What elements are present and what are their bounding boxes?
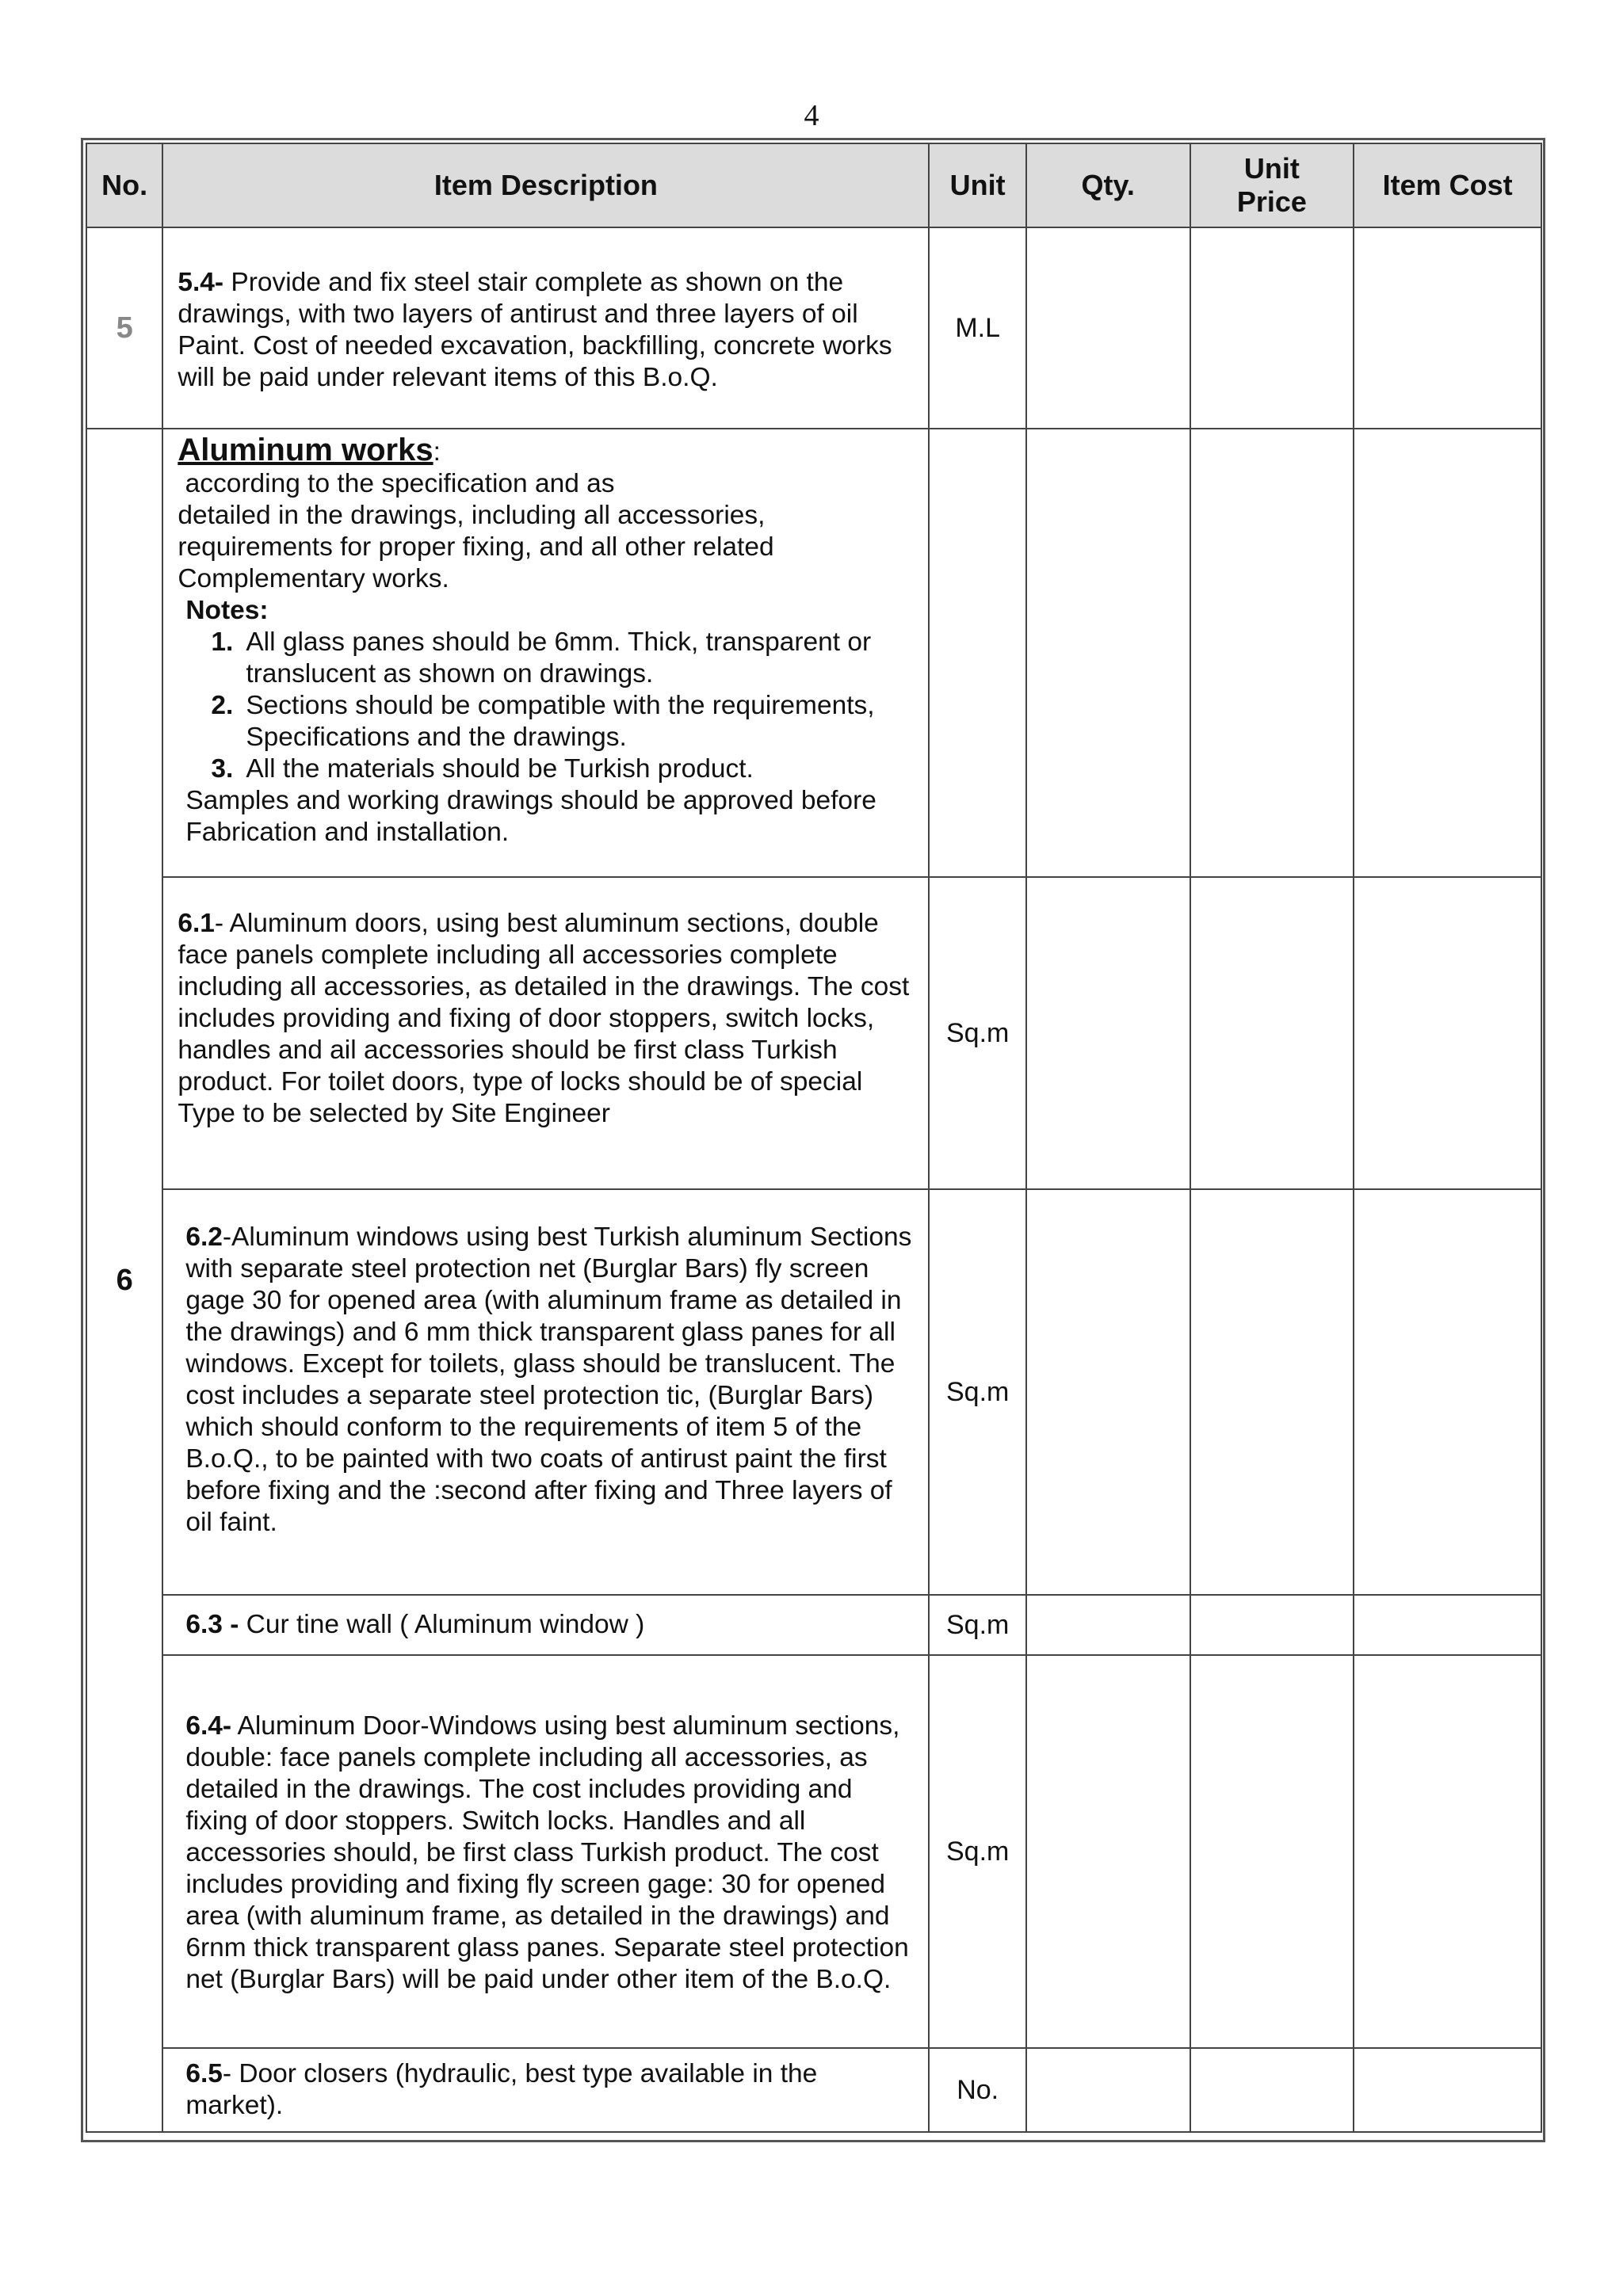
item-description — [162, 429, 929, 877]
header-unit-price-line1: Unit — [1243, 152, 1300, 185]
item-code: 6.4- — [185, 1711, 232, 1741]
item-number: 6 — [86, 429, 162, 2132]
page-number: 4 — [804, 99, 819, 132]
item-unit: Sq.m — [929, 877, 1025, 1189]
table-row — [86, 877, 1541, 1189]
header-item-cost: Item Cost — [1354, 143, 1541, 227]
qty-cell — [1026, 1595, 1190, 1655]
item-cost-cell — [1354, 227, 1541, 429]
item-cost-cell — [1354, 1189, 1541, 1595]
item-cost-cell — [1354, 2048, 1541, 2132]
table-row — [86, 1189, 1541, 1595]
unit-cell — [929, 429, 1025, 877]
item-unit: No. — [929, 2048, 1025, 2132]
note-item — [178, 753, 917, 785]
item-description — [162, 227, 929, 429]
qty-cell — [1026, 1189, 1190, 1595]
qty-cell — [1026, 2048, 1190, 2132]
section-heading-colon: : — [433, 437, 441, 467]
item-code: 6.2 — [185, 1222, 223, 1252]
note-number: 3. — [211, 754, 234, 784]
unit-price-cell — [1190, 877, 1354, 1189]
section-intro-line1: according to the specification and as — [178, 469, 615, 498]
item-cost-cell — [1354, 429, 1541, 877]
item-code: 6.1 — [178, 909, 215, 938]
note-item — [178, 627, 917, 690]
table-row — [86, 1595, 1541, 1655]
unit-price-cell — [1190, 1595, 1354, 1655]
item-description — [162, 877, 929, 1189]
table-row — [86, 1655, 1541, 2048]
qty-cell — [1026, 877, 1190, 1189]
item-description — [162, 1655, 929, 2048]
unit-price-cell — [1190, 1189, 1354, 1595]
item-cost-cell — [1354, 877, 1541, 1189]
item-description — [162, 2048, 929, 2132]
header-unit: Unit — [929, 143, 1025, 227]
item-text: -Aluminum windows using best Turkish aluminum Sections with separate steel protection net (Burglar Bars) fly screen gage 30 for opened area (with aluminum frame as detailed in the drawings) and 6 mm thick transparent glass panes for all windows. Except for toilets, glass should be translucent. The cost includes a separate steel protection tic, (Burglar Bars) which should conform to the requirements of item 5 of the B.o.Q., to be painted with two coats of antirust paint the first before fixing and the :second after fixing and Three layers of oil faint. — [185, 1222, 912, 1537]
table-row — [86, 227, 1541, 429]
item-description — [162, 1189, 929, 1595]
section-tail-note: Samples and working drawings should be approved before Fabrication and installation. — [185, 786, 876, 847]
notes-title: Notes: — [185, 596, 269, 625]
item-cost-cell — [1354, 1655, 1541, 2048]
item-text: - Door closers (hydraulic, best type available in the market). — [185, 2059, 818, 2120]
item-text: Aluminum Door-Windows using best aluminum sections, double: face panels complete including all accessories, as detailed in the drawings. The cost includes providing and fixing of door stoppers. Switch locks. Handles and all accessories should, be first class Turkish product. The cost includes providing and fixing fly screen gage: 30 for opened area (with aluminum frame, as detailed in the drawings) and 6rnm thick transparent glass panes. Separate steel protection net (Burglar Bars) will be paid under other item of the B.o.Q. — [185, 1711, 909, 1994]
header-unit-price-line2: Price — [1236, 185, 1307, 218]
note-item — [178, 690, 917, 753]
header-item-description: Item Description — [162, 143, 929, 227]
item-text: Cur tine wall ( Aluminum window ) — [239, 1610, 645, 1639]
item-code: 6.3 - — [185, 1610, 239, 1639]
item-cost-cell — [1354, 1595, 1541, 1655]
unit-price-cell — [1190, 429, 1354, 877]
table-row — [86, 2048, 1541, 2132]
header-qty: Qty. — [1026, 143, 1190, 227]
note-text: All the materials should be Turkish product. — [246, 754, 754, 784]
note-text: Sections should be compatible with the requirements, Specifications and the drawings. — [246, 691, 875, 752]
note-text: All glass panes should be 6mm. Thick, transparent or translucent as shown on drawings. — [246, 627, 872, 688]
item-unit: Sq.m — [929, 1189, 1025, 1595]
item-text: Provide and fix steel stair complete as shown on the drawings, with two layers of antirust and three layers of oil Paint. Cost of needed excavation, backfilling, concrete works will be paid under relevant items of this B.o.Q. — [178, 268, 892, 392]
boq-table — [86, 143, 1542, 2133]
qty-cell — [1026, 429, 1190, 877]
section-heading: Aluminum works — [178, 433, 433, 467]
table-row — [86, 429, 1541, 877]
section-intro: detailed in the drawings, including all accessories, requirements for proper fixing, and all other related Complementary works. — [178, 501, 774, 593]
item-number: 5 — [86, 227, 162, 429]
item-description — [162, 1595, 929, 1655]
item-unit: Sq.m — [929, 1655, 1025, 2048]
note-number: 2. — [211, 691, 234, 720]
item-text: - Aluminum doors, using best aluminum sections, double face panels complete including all accessories complete including all accessories, as detailed in the drawings. The cost includes providing and fixing of door stoppers, switch locks, handles and ail accessories should be first class Turkish product. For toilet doors, type of locks should be of special Type to be selected by Site Engineer — [178, 909, 910, 1128]
item-code: 5.4- — [178, 268, 224, 297]
qty-cell — [1026, 1655, 1190, 2048]
header-no: No. — [86, 143, 162, 227]
item-unit: M.L — [929, 227, 1025, 429]
header-unit-price — [1190, 143, 1354, 227]
qty-cell — [1026, 227, 1190, 429]
item-code: 6.5 — [185, 2059, 223, 2088]
unit-price-cell — [1190, 1655, 1354, 2048]
item-unit: Sq.m — [929, 1595, 1025, 1655]
unit-price-cell — [1190, 227, 1354, 429]
unit-price-cell — [1190, 2048, 1354, 2132]
table-header-row — [86, 143, 1541, 227]
note-number: 1. — [211, 627, 234, 657]
